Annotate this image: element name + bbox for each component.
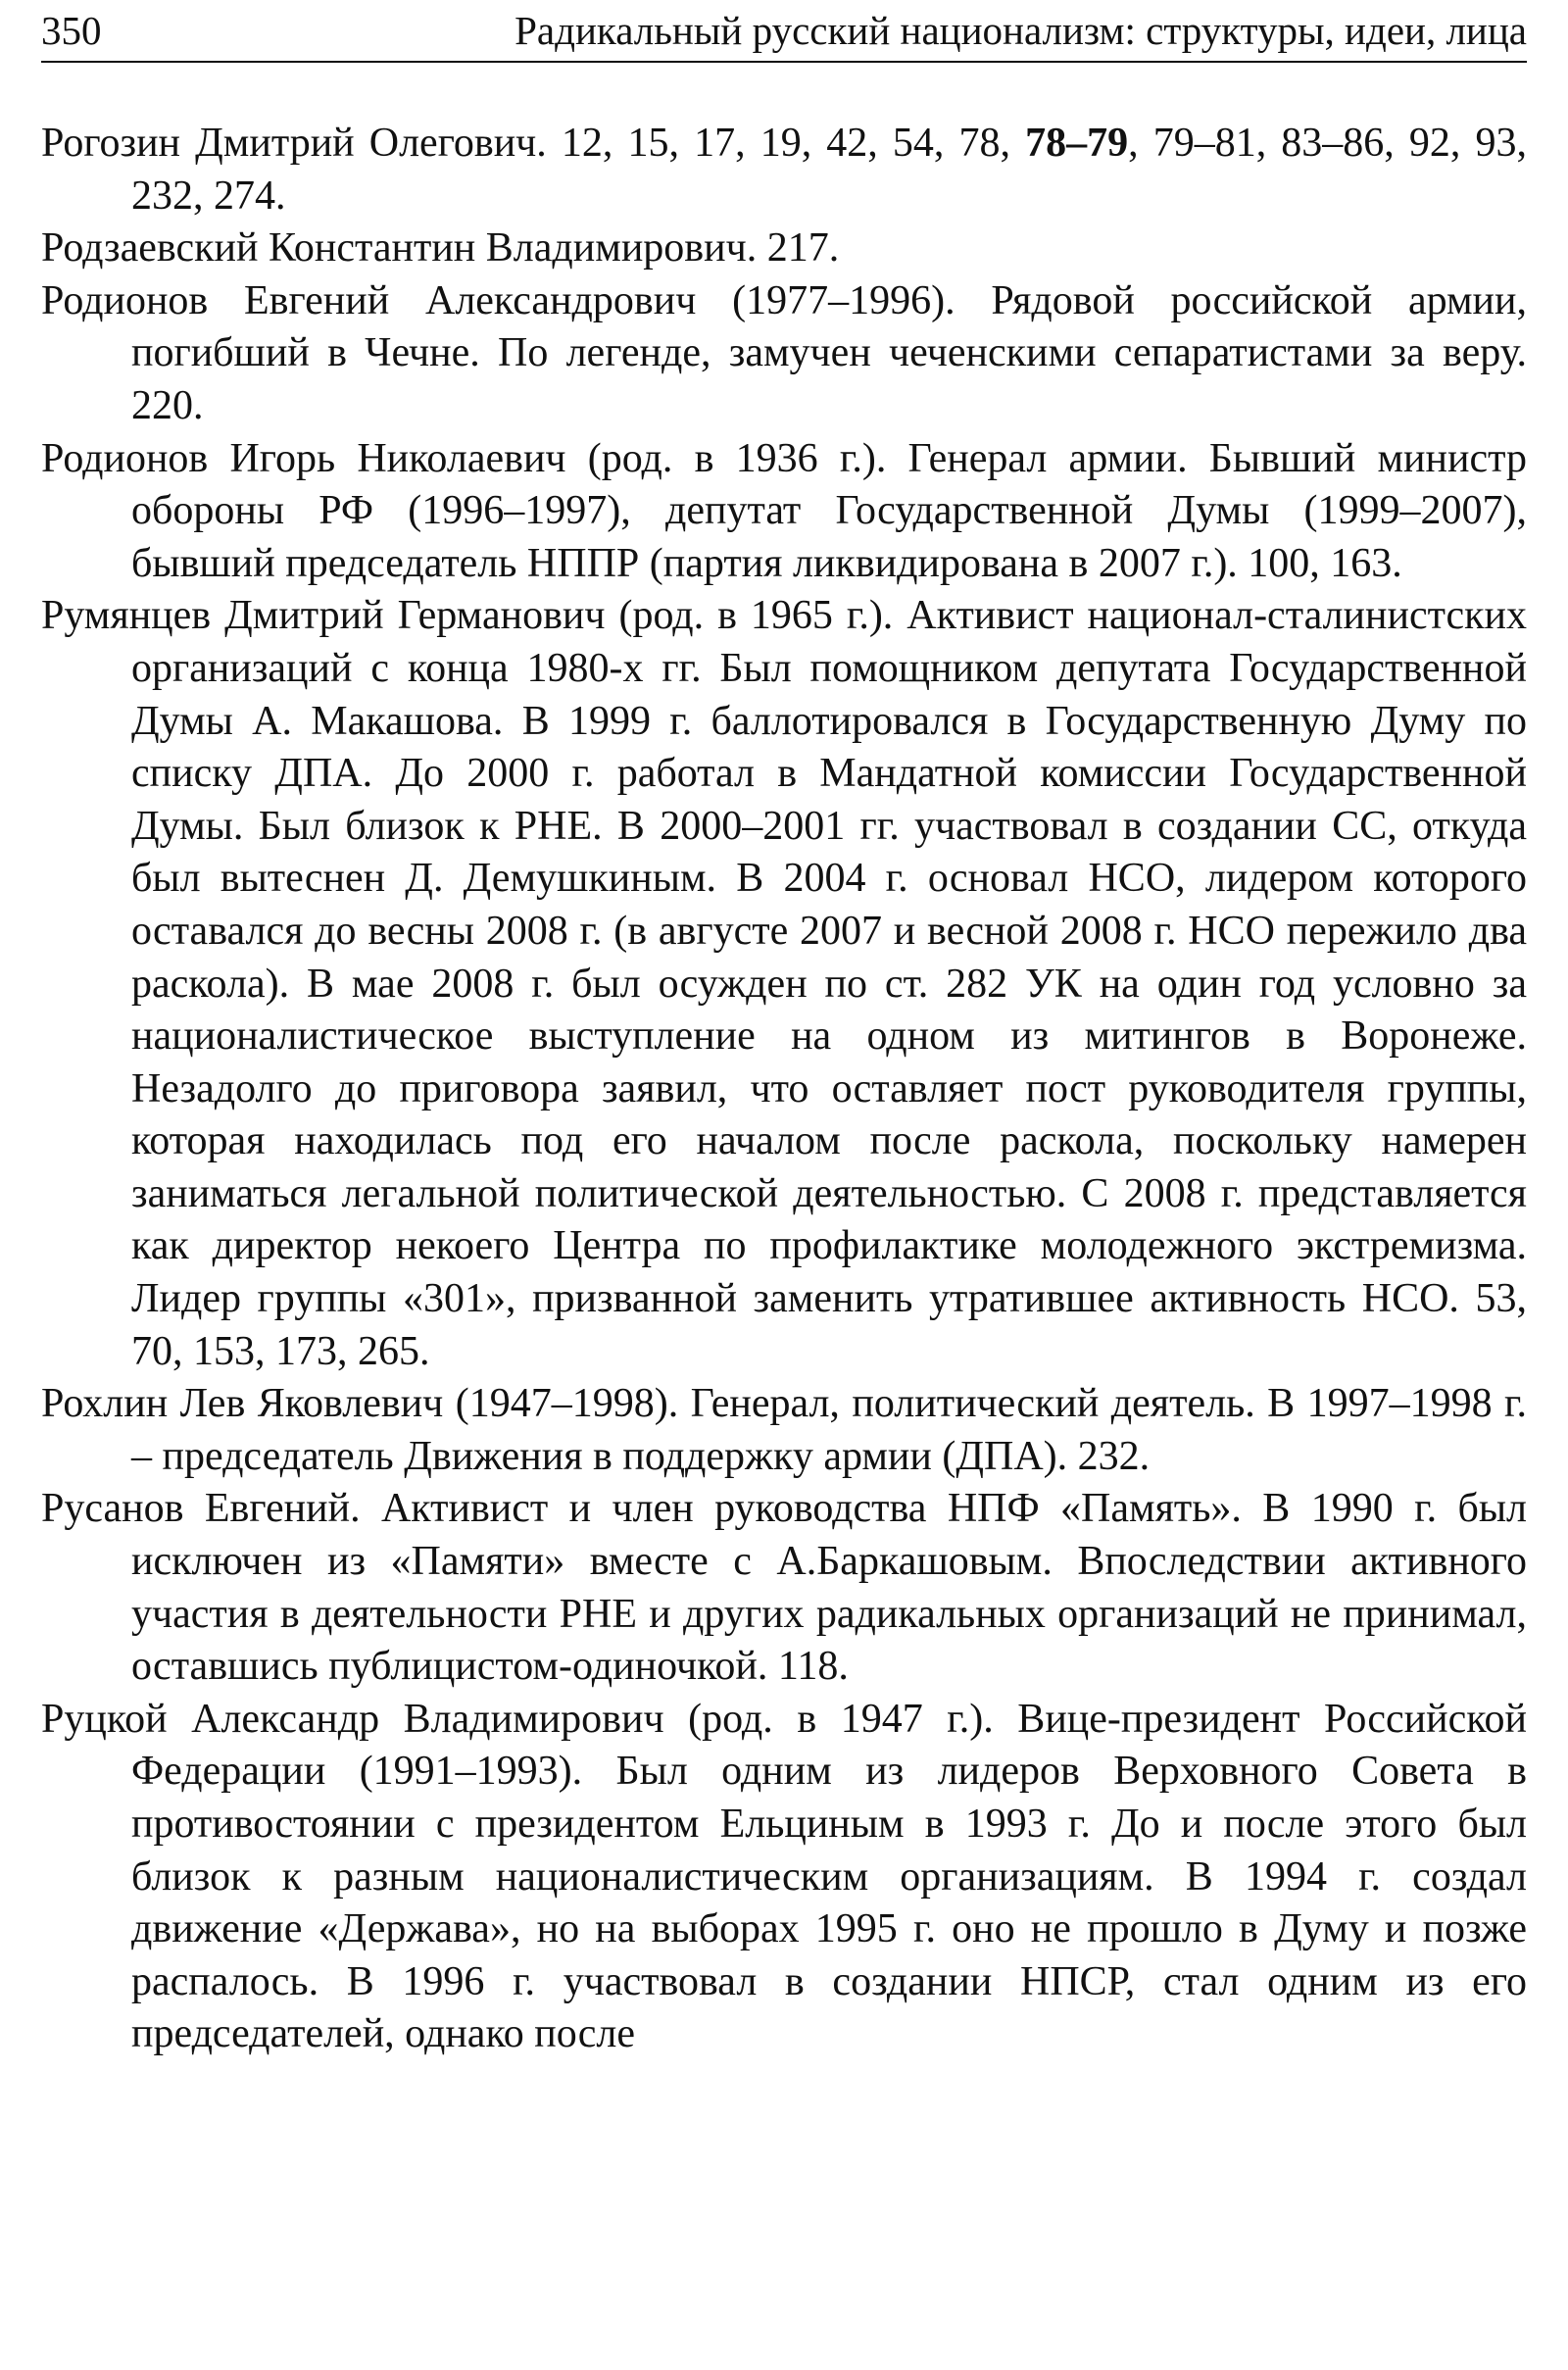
index-entry-rodionov-igor: Родионов Игорь Николаевич (род. в 1936 г.). Генерал армии. Бывший министр обороны РФ (1996–1997), депутат Государственной Думы (1999–2007), бывший председатель НППР (партия ликвидирована в 2007 г.). 100, 163.: [41, 435, 1527, 586]
index-entry-rokhlin: Рохлин Лев Яковлевич (1947–1998). Генерал, политический деятель. В 1997–1998 г. – председатель Движения в поддержку армии (ДПА). 232.: [41, 1381, 1527, 1479]
running-title: Радикальный русский национализм: структуры, идеи, лица: [514, 8, 1527, 53]
index-entries: [41, 118, 1527, 2061]
entry-text: , 79–81, 83–86, 92, 93, 232, 274.: [131, 121, 1528, 219]
index-entry-rumyantsev: Румянцев Дмитрий Германович (род. в 1965 г.). Активист национал-сталинистских организаций с конца 1980-х гг. Был помощником депутата Государственной Думы А. Макашова. В 1999 г. баллотировался в Государственную Думу по списку ДПА. До 2000 г. работал в Мандатной комиссии Государственной Думы. Был близок к РНЕ. В 2000–2001 гг. участвовал в создании СС, откуда был вытеснен Д. Демушкиным. В 2004 г. основал НСО, лидером которого оставался до весны 2008 г. (в августе 2007 и весной 2008 г. НСО пережило два раскола). В мае 2008 г. был осужден по ст. 282 УК на один год условно за националистическое выступление на одном из митингов в Воронеже. Незадолго до приговора заявил, что оставляет пост руководителя группы, которая находилась под его началом после раскола, поскольку намерен заниматься легальной политической деятельностью. С 2008 г. представляется как директор некоего Центра по профилактике молодежного экстремизма. Лидер группы «301», призванной заменить утратившее активность НСО. 53, 70, 153, 173, 265.: [41, 593, 1527, 1374]
entry-bold-ref: 78–79: [1025, 121, 1129, 166]
index-entry-rodzaevsky: Родзаевский Константин Владимирович. 217.: [41, 225, 840, 272]
index-entry-rogozin: [41, 118, 1527, 222]
page-number: 350: [41, 8, 102, 53]
index-entry-rutskoy: Руцкой Александр Владимирович (род. в 1947 г.). Вице-президент Российской Федерации (1991–1993). Был одним из лидеров Верховного Совета в противостоянии с президентом Ельциным в 1993 г. До и после этого был близок к разным националистическим организациям. В 1994 г. создал движение «Держава», но на выборах 1995 г. оно не прошло в Думу и позже распалось. В 1996 г. участвовал в создании НПСР, стал одним из его председателей, однако после: [41, 1696, 1527, 2057]
index-entry-rodionov-evgeny: Родионов Евгений Александрович (1977–1996). Рядовой российской армии, погибший в Чечне. По легенде, замучен чеченскими сепаратистами за веру. 220.: [41, 277, 1527, 428]
index-entry-rusanov: Русанов Евгений. Активист и член руководства НПФ «Память». В 1990 г. был исключен из «Памяти» вместе с А.Баркашовым. Впоследствии активного участия в деятельности РНЕ и других радикальных организаций не принимал, оставшись публицистом-одиночкой. 118.: [41, 1486, 1527, 1690]
entry-text: Рогозин Дмитрий Олегович. 12, 15, 17, 19, 42, 54, 78,: [41, 121, 1026, 166]
running-head: [41, 0, 1527, 63]
